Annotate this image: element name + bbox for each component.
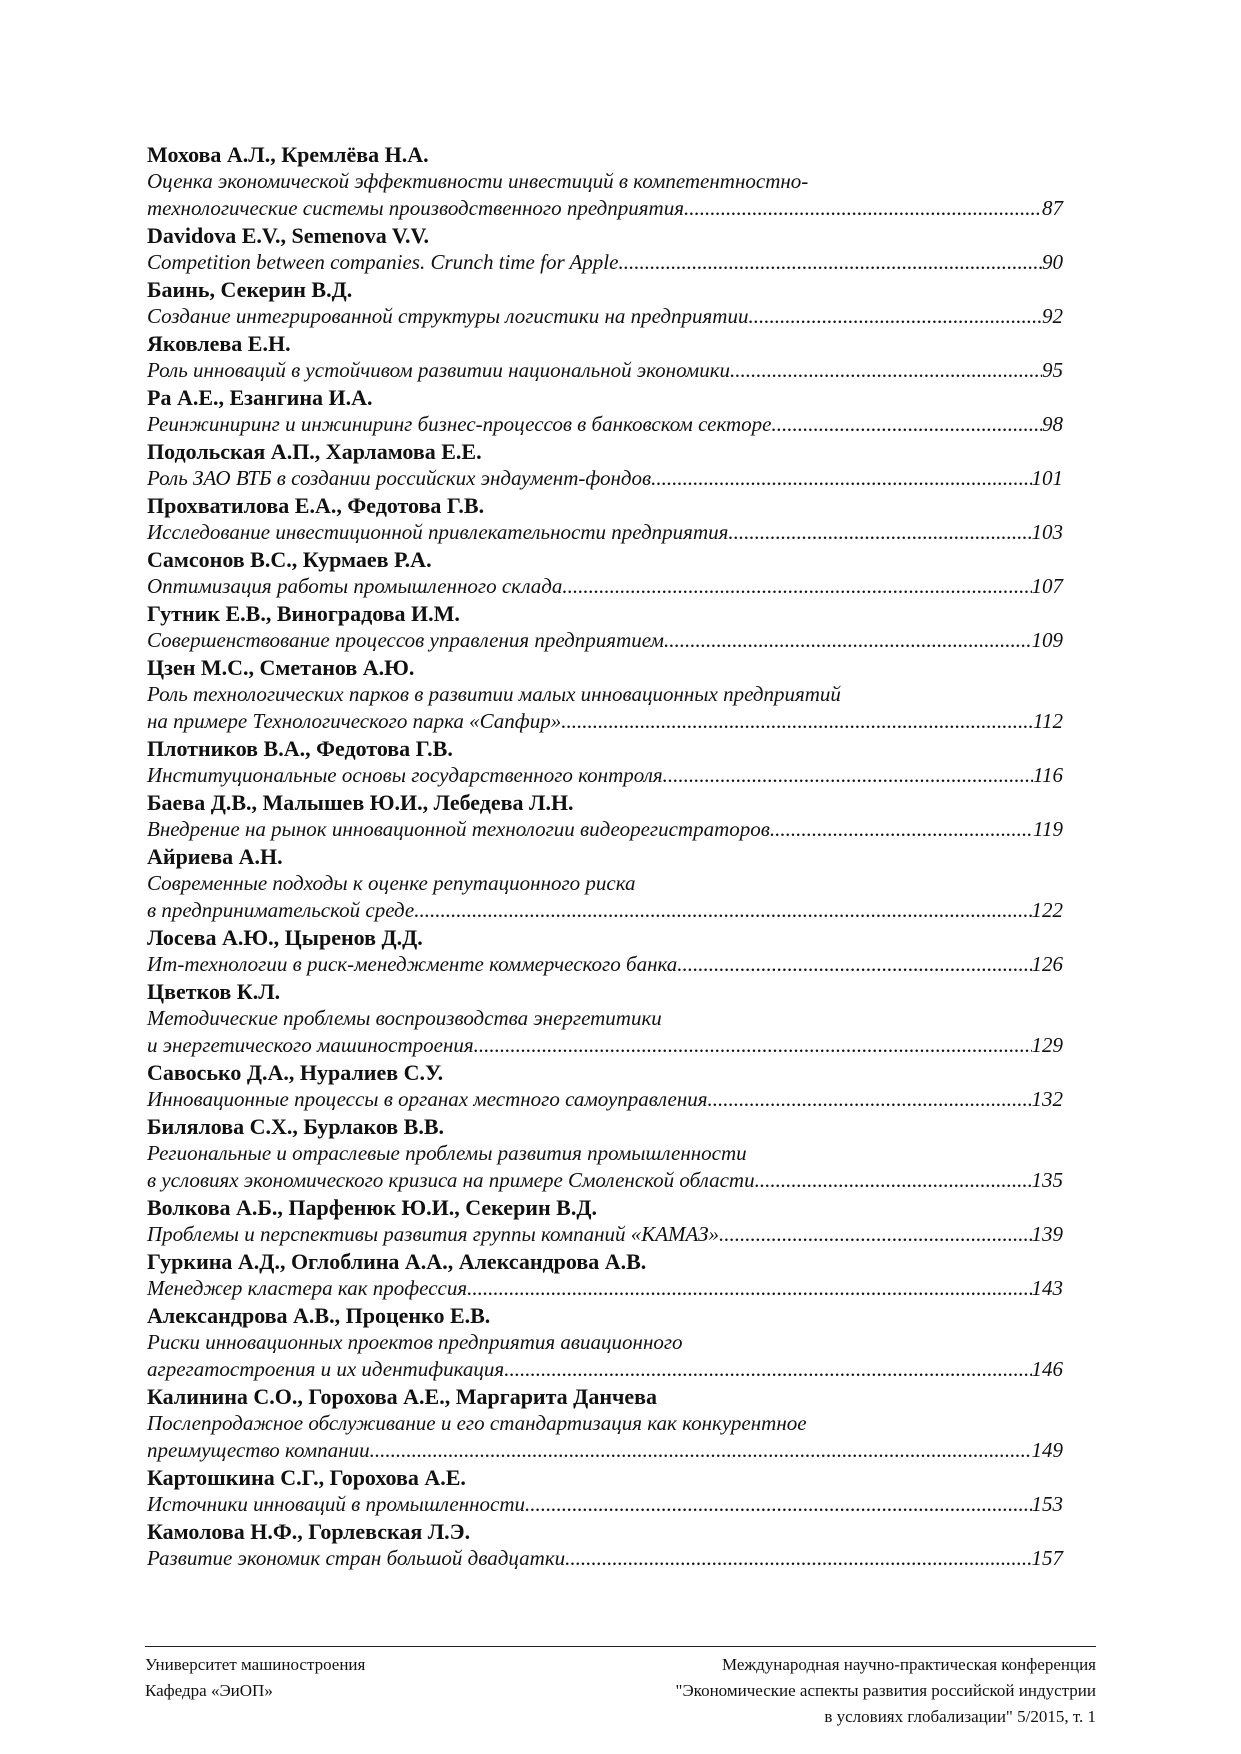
toc-dot-leader [467, 1275, 1031, 1302]
toc-entry-title-line [147, 708, 1063, 735]
toc-entry-authors: Гуркина А.Д., Оглоблина А.А., Александрова А.В. [147, 1249, 647, 1274]
toc-entry [147, 924, 1063, 978]
toc-entry-title: Риски инновационных проектов предприятия авиационного [147, 1330, 683, 1354]
toc-entry-page: 87 [1042, 196, 1063, 220]
toc-entry-title: Роль технологических парков в развитии малых инновационных предприятий [147, 682, 841, 706]
toc-entry-authors: Баинь, Секерин В.Д. [147, 277, 353, 302]
toc-entry-title: в условиях экономического кризиса на примере Смоленской области [147, 1168, 755, 1192]
toc-entry-title-line [147, 411, 1063, 438]
toc-entry-page: 153 [1031, 1492, 1063, 1516]
toc-entry [147, 1113, 1063, 1194]
toc-entry-page: 157 [1031, 1546, 1063, 1570]
toc-entry-authors: Баева Д.В., Малышев Ю.И., Лебедева Л.Н. [147, 790, 574, 815]
toc-entry-authors: Плотников В.А., Федотова Г.В. [147, 736, 453, 761]
toc-entry-page: 122 [1031, 898, 1063, 922]
toc-entry-page: 135 [1031, 1168, 1063, 1192]
toc-entry-title-line [147, 951, 1063, 978]
toc-entry-title-line [147, 762, 1063, 789]
toc-entry [147, 438, 1063, 492]
toc-entry [147, 1302, 1063, 1383]
toc-dot-leader [474, 1032, 1032, 1059]
toc-entry-title-line [147, 816, 1063, 843]
toc-entry [147, 141, 1063, 222]
toc-dot-leader [728, 519, 1031, 546]
toc-entry-title: на примере Технологического парка «Сапфир» [147, 709, 562, 733]
toc-dot-leader [525, 1491, 1031, 1518]
toc-entry-authors: Билялова С.Х., Бурлаков В.В. [147, 1114, 445, 1139]
toc-dot-leader [719, 1221, 1032, 1248]
toc-entry-title-line [147, 1275, 1063, 1302]
toc-entry-authors: Самсонов В.С., Курмаев Р.А. [147, 547, 432, 572]
toc-entry-authors: Камолова Н.Ф., Горлевская Л.Э. [147, 1519, 471, 1544]
toc-entry [147, 1464, 1063, 1518]
toc-entry [147, 1194, 1063, 1248]
toc-entry-page: 149 [1031, 1438, 1063, 1462]
toc-entry-title: агрегатостроения и их идентификация [147, 1357, 505, 1381]
footer-right [676, 1652, 1096, 1730]
toc-entry-title: Региональные и отраслевые проблемы развития промышленности [147, 1141, 747, 1165]
toc-entry-page: 103 [1031, 520, 1063, 544]
footer-university: Университет машиностроения [145, 1655, 366, 1674]
toc-entry [147, 546, 1063, 600]
toc-entry-authors: Davidova E.V., Semenova V.V. [147, 223, 429, 248]
toc-entry-page: 107 [1031, 574, 1063, 598]
toc-entry [147, 384, 1063, 438]
toc-dot-leader [370, 1437, 1032, 1464]
toc-entry-title-line [147, 897, 1063, 924]
toc-dot-leader [677, 951, 1031, 978]
toc-entry-title: технологические системы производственного предприятия [147, 196, 684, 220]
toc-entry [147, 1383, 1063, 1464]
toc-entry-title: Ит-технологии в риск-менеджменте коммерческого банка [147, 952, 678, 976]
toc-entry [147, 1518, 1063, 1572]
toc-entry-authors: Картошкина С.Г., Горохова А.Е. [147, 1465, 466, 1490]
toc-entry-authors: Прохватилова Е.А., Федотова Г.В. [147, 493, 485, 518]
toc-dot-leader [565, 1545, 1031, 1572]
toc-entry-page: 92 [1042, 304, 1063, 328]
toc-entry-title: Послепродажное обслуживание и его стандартизация как конкурентное [147, 1411, 807, 1435]
toc-dot-leader [651, 465, 1031, 492]
toc-entry [147, 843, 1063, 924]
toc-dot-leader [663, 762, 1033, 789]
footer-department: Кафедра «ЭиОП» [145, 1681, 273, 1700]
toc-entry-title: в предпринимательской среде [147, 898, 415, 922]
footer-conference-title: "Экономические аспекты развития российской индустрии [675, 1681, 1096, 1700]
toc-entry-authors: Яковлева Е.Н. [147, 331, 291, 356]
toc-entry-page: 95 [1042, 358, 1063, 382]
toc-entry-authors: Мохова А.Л., Кремлёва Н.А. [147, 142, 429, 167]
toc-entry-title: преимущество компании [147, 1438, 370, 1462]
toc-dot-leader [748, 303, 1042, 330]
toc-entry-title: Оптимизация работы промышленного склада [147, 574, 563, 598]
toc-entry-title: Инновационные процессы в органах местного самоуправления [147, 1087, 708, 1111]
toc-entry-title: Развитие экономик стран большой двадцатки [147, 1546, 566, 1570]
toc-entry-page: 126 [1031, 952, 1063, 976]
toc-entry-title-line [147, 1356, 1063, 1383]
toc-entry-title: Менеджер кластера как профессия [147, 1276, 468, 1300]
toc-entry-title-line [147, 573, 1063, 600]
toc-entry-title: Проблемы и перспективы развития группы компаний «КАМАЗ» [147, 1222, 719, 1246]
footer-conference-details: в условиях глобализации" 5/2015, т. 1 [824, 1707, 1096, 1726]
toc-entry-title-line [147, 627, 1063, 654]
toc-entry-page: 132 [1031, 1087, 1063, 1111]
toc-entry-title-line [147, 1221, 1063, 1248]
footer-divider [145, 1646, 1096, 1647]
footer-conference: Международная научно-практическая конференция [721, 1655, 1096, 1674]
toc-entry [147, 222, 1063, 276]
toc-entry-title: Источники инноваций в промышленности [147, 1492, 526, 1516]
toc-entry [147, 600, 1063, 654]
toc-entry-title-line [147, 1545, 1063, 1572]
toc-dot-leader [730, 357, 1042, 384]
toc-entry-title: Реинжиниринг и инжиниринг бизнес-процессов в банковском секторе [147, 412, 772, 436]
toc-entry-authors: Цзен М.С., Сметанов А.Ю. [147, 655, 415, 680]
toc-entry-title-line [147, 195, 1063, 222]
toc-entry [147, 654, 1063, 735]
toc-entry [147, 978, 1063, 1059]
toc-entry [147, 789, 1063, 843]
toc-entry-page: 90 [1042, 250, 1063, 274]
toc-dot-leader [562, 573, 1031, 600]
toc-entry-title-line [147, 1491, 1063, 1518]
toc-dot-leader [561, 708, 1033, 735]
toc-entry-page: 101 [1031, 466, 1063, 490]
toc-entry-title-line [147, 465, 1063, 492]
footer-left [145, 1652, 365, 1704]
toc-entry-authors: Александрова А.В., Проценко Е.В. [147, 1303, 491, 1328]
toc-entry [147, 1248, 1063, 1302]
toc-dot-leader [618, 249, 1042, 276]
toc-entry-title-line [147, 1032, 1063, 1059]
toc-entry-page: 119 [1033, 817, 1063, 841]
toc-entry-authors: Айриева А.Н. [147, 844, 283, 869]
toc-entry-title-line [147, 303, 1063, 330]
toc-entry-title: Исследование инвестиционной привлекательности предприятия [147, 520, 729, 544]
toc-entry-title: Оценка экономической эффективности инвестиций в компетентностно- [147, 169, 809, 193]
toc-entry [147, 330, 1063, 384]
toc-dot-leader [755, 1167, 1032, 1194]
toc-dot-leader [708, 1086, 1032, 1113]
toc-dot-leader [770, 816, 1033, 843]
toc-entry-authors: Ра А.Е., Езангина И.А. [147, 385, 373, 410]
toc-entry-page: 146 [1031, 1357, 1063, 1381]
toc-entry [147, 492, 1063, 546]
toc-dot-leader [504, 1356, 1031, 1383]
toc-entry-title: Роль инноваций в устойчивом развитии национальной экономики [147, 358, 731, 382]
toc-entry-title: Создание интегрированной структуры логистики на предприятии [147, 304, 749, 328]
toc-entry-title-line [147, 519, 1063, 546]
toc-entry-title-line [147, 1086, 1063, 1113]
toc-entry-title-line [147, 1167, 1063, 1194]
toc-entry-authors: Лосева А.Ю., Цыренов Д.Д. [147, 925, 423, 950]
toc-entry-page: 143 [1031, 1276, 1063, 1300]
table-of-contents [147, 141, 1063, 1572]
toc-entry [147, 1059, 1063, 1113]
toc-entry-authors: Цветков К.Л. [147, 979, 281, 1004]
toc-entry-title: Роль ЗАО ВТБ в создании российских эндаумент-фондов [147, 466, 652, 490]
toc-entry-title: Институциональные основы государственного контроля [147, 763, 663, 787]
toc-entry-title-line [147, 1437, 1063, 1464]
toc-dot-leader [664, 627, 1032, 654]
toc-entry-page: 112 [1033, 709, 1063, 733]
toc-dot-leader [684, 195, 1042, 222]
toc-entry-page: 116 [1033, 763, 1063, 787]
toc-entry-title-line [147, 249, 1063, 276]
toc-entry [147, 276, 1063, 330]
toc-dot-leader [771, 411, 1042, 438]
toc-entry-authors: Подольская А.П., Харламова Е.Е. [147, 439, 482, 464]
toc-entry-authors: Гутник Е.В., Виноградова И.М. [147, 601, 460, 626]
toc-entry-authors: Волкова А.Б., Парфенюк Ю.И., Секерин В.Д. [147, 1195, 597, 1220]
toc-entry-title: Методические проблемы воспроизводства энергетитики [147, 1006, 662, 1030]
toc-entry-title: Современные подходы к оценке репутационного риска [147, 871, 636, 895]
toc-entry-title: Competition between companies. Crunch time for Apple [147, 250, 619, 274]
toc-entry-page: 98 [1042, 412, 1063, 436]
toc-entry-page: 109 [1031, 628, 1063, 652]
toc-entry-page: 139 [1031, 1222, 1063, 1246]
toc-entry-page: 129 [1031, 1033, 1063, 1057]
toc-entry-title: Внедрение на рынок инновационной технологии видеорегистраторов [147, 817, 770, 841]
toc-entry-title: и энергетического машиностроения [147, 1033, 474, 1057]
toc-entry-title: Совершенствование процессов управления предприятием [147, 628, 664, 652]
toc-dot-leader [414, 897, 1031, 924]
toc-entry-authors: Калинина С.О., Горохова А.Е., Маргарита Данчева [147, 1384, 658, 1409]
toc-entry-title-line [147, 357, 1063, 384]
toc-entry-authors: Савосько Д.А., Нуралиев С.У. [147, 1060, 444, 1085]
toc-entry [147, 735, 1063, 789]
